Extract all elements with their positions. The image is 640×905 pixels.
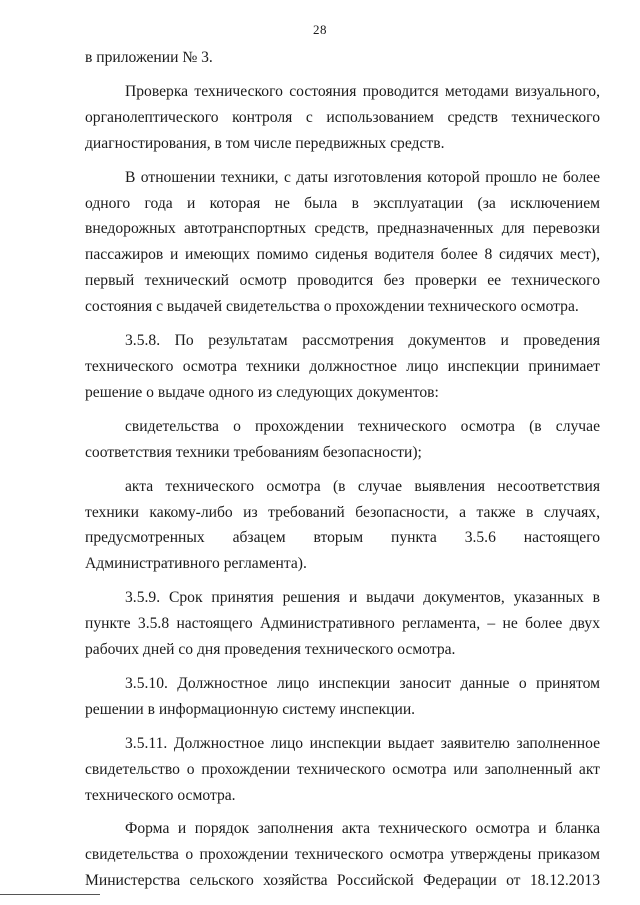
paragraph-form-order: Форма и порядок заполнения акта технического осмотра и бланка свидетельства о прохождении технического осмотра утверждены приказом Министерства сельского хозяйства Российской Федерации от 18.12.2013 [85, 820, 600, 890]
paragraph-3-5-9: 3.5.9. Срок принятия решения и выдачи документов, указанных в пункте 3.5.8 настоящего Административного регламента, – не более двух рабочих дней со дня проведения технического осмотра. [85, 589, 600, 659]
paragraph-3-5-11: 3.5.11. Должностное лицо инспекции выдает заявителю заполненное свидетельство о прохождении технического осмотра или заполненный акт технического осмотра. [85, 734, 600, 804]
paragraph-inspection-methods: Проверка технического состояния проводится методами визуального, органолептического контроля с использованием средств технического диагностирования, в том числе передвижных средств. [85, 82, 600, 152]
paragraph-3-5-8: 3.5.8. По результатам рассмотрения документов и проведения технического осмотра техники должностное лицо инспекции принимает решение о выдаче одного из следующих документов: [85, 332, 600, 401]
page-number: 28 [313, 22, 327, 37]
paragraph-3-5-10: 3.5.10. Должностное лицо инспекции заносит данные о принятом решении в информационную систему инспекции. [85, 674, 600, 718]
footnote-rule [0, 894, 100, 895]
paragraph-continuation: в приложении № 3. [85, 49, 213, 66]
paragraph-act-option: акта технического осмотра (в случае выявления несоответствия техники какому-либо из требований безопасности, а также в случаях, предусмотренных абзацем вторым пункта 3.5.6 настоящего Административного регламента). [85, 477, 600, 573]
paragraph-certificate-option: свидетельства о прохождении технического осмотра (в случае соответствия техники требованиям безопасности); [85, 417, 600, 461]
paragraph-new-machinery: В отношении техники, с даты изготовления которой прошло не более одного года и которая не была в эксплуатации (за исключением внедорожных автотранспортных средств, предназначенных для перевозки пассажиров и имеющих помимо сиденья водителя более 8 сидячих мест), первый технический осмотр проводится без проверки ее технического состояния с выдачей свидетельства о прохождении технического осмотра. [85, 168, 600, 316]
document-body [85, 45, 600, 894]
